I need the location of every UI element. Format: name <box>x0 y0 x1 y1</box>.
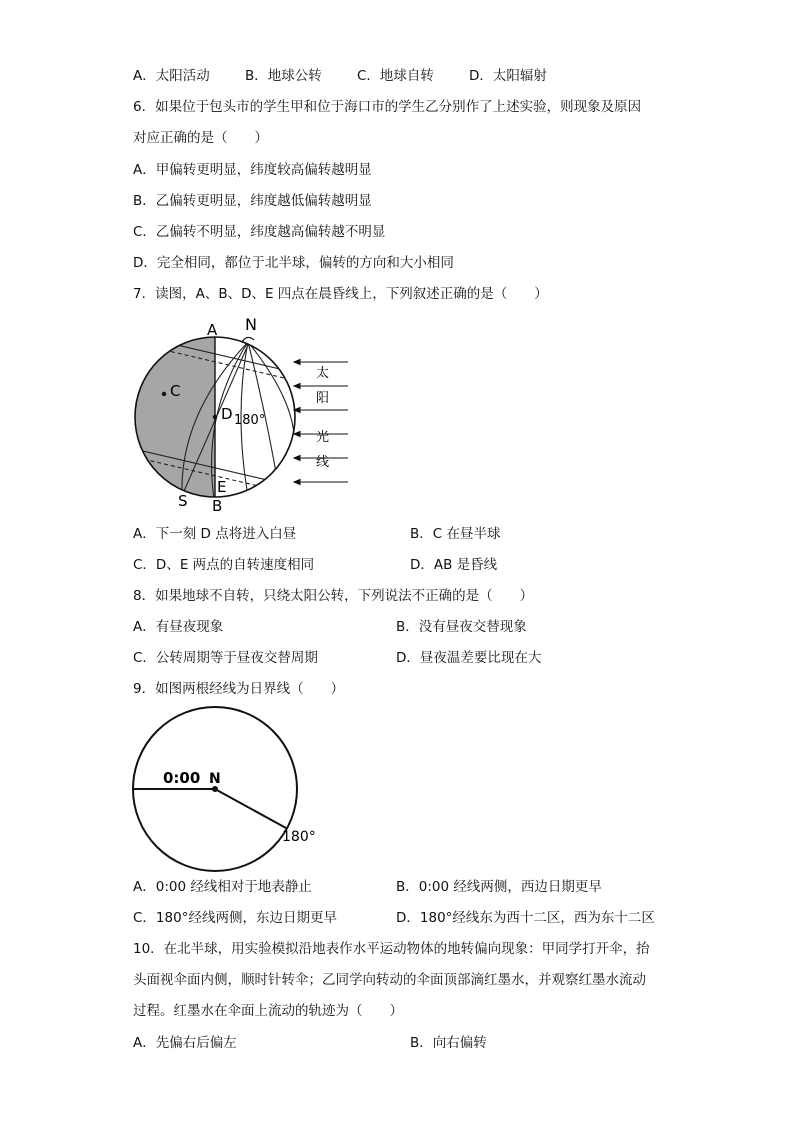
q6-stem-line-2: 对应正确的是（ ） <box>133 130 268 146</box>
q7-option-a: A．下一刻 D 点将进入白昼 <box>133 526 297 542</box>
q7-option-b: B．C 在昼半球 <box>410 526 501 542</box>
q9-option-c: C．180°经线两侧，东边日期更早 <box>133 910 337 926</box>
q7-stem: 7．读图，A、B、D、E 四点在晨昏线上，下列叙述正确的是（ ） <box>133 286 548 302</box>
q8-option-d: D．昼夜温差要比现在大 <box>396 650 542 666</box>
label-n: N <box>209 771 221 787</box>
q10-option-b: B．向右偏转 <box>410 1035 487 1051</box>
label-c: C <box>170 382 181 400</box>
q9-stem: 9．如图两根经线为日界线（ ） <box>133 681 345 697</box>
sunlight-label-1: 太 <box>316 366 330 381</box>
q7-option-d: D．AB 是昏线 <box>410 557 498 573</box>
sunlight-label-3: 光 <box>316 430 330 445</box>
sunlight-label-4: 线 <box>316 455 330 470</box>
q10-stem-line-1: 10．在北半球，用实验模拟沿地表作水平运动物体的地转偏向现象：甲同学打开伞，抬 <box>133 941 650 957</box>
meridian-180 <box>215 789 286 828</box>
q9-option-b: B．0:00 经线两侧，西边日期更早 <box>396 879 602 895</box>
q8-stem: 8．如果地球不自转，只绕太阳公转，下列说法不正确的是（ ） <box>133 588 534 604</box>
q8-option-c: C．公转周期等于昼夜交替周期 <box>133 650 318 666</box>
q7-option-c: C．D、E 两点的自转速度相同 <box>133 557 315 573</box>
rotation-arrow-icon <box>242 337 254 342</box>
label-n: N <box>245 315 257 334</box>
q9-polar-figure <box>130 710 316 870</box>
q10-option-a: A．先偏右后偏左 <box>133 1035 237 1051</box>
q5-option-b: B．地球公转 <box>245 68 322 84</box>
q6-option-b: B．乙偏转更明显，纬度越低偏转越明显 <box>133 193 372 209</box>
q5-option-c: C．地球自转 <box>357 68 434 84</box>
label-s: S <box>178 492 188 510</box>
q8-option-a: A．有昼夜现象 <box>133 619 224 635</box>
label-180-degrees: 180° <box>234 413 266 428</box>
label-e: E <box>217 478 227 496</box>
q6-option-c: C．乙偏转不明显，纬度越高偏转越不明显 <box>133 224 386 240</box>
label-d: D <box>221 405 233 423</box>
q8-option-b: B．没有昼夜交替现象 <box>396 619 527 635</box>
q6-option-a: A．甲偏转更明显，纬度较高偏转越明显 <box>133 162 372 178</box>
point-d <box>213 415 217 419</box>
q9-option-a: A．0:00 经线相对于地表静止 <box>133 879 312 895</box>
q5-option-a: A．太阳活动 <box>133 68 210 84</box>
sunlight-label-2: 阳 <box>316 391 330 406</box>
point-c <box>162 392 166 396</box>
q5-option-d: D．太阳辐射 <box>469 68 547 84</box>
q10-stem-line-2: 头面视伞面内侧，顺时针转伞；乙同学向转动的伞面顶部滴红墨水，并观察红墨水流动 <box>133 972 646 988</box>
q10-stem-line-3: 过程。红墨水在伞面上流动的轨迹为（ ） <box>133 1003 403 1019</box>
q9-option-d: D．180°经线东为西十二区，西为东十二区 <box>396 910 655 926</box>
label-b: B <box>212 497 223 515</box>
label-0000: 0:00 <box>163 769 201 787</box>
q6-stem-line-1: 6．如果位于包头市的学生甲和位于海口市的学生乙分别作了上述实验，则现象及原因 <box>133 99 642 115</box>
q7-globe-figure <box>130 314 360 514</box>
label-a: A <box>207 321 218 339</box>
q6-option-d: D．完全相同，都位于北半球，偏转的方向和大小相同 <box>133 255 454 271</box>
label-180-degrees: 180° <box>282 829 316 845</box>
